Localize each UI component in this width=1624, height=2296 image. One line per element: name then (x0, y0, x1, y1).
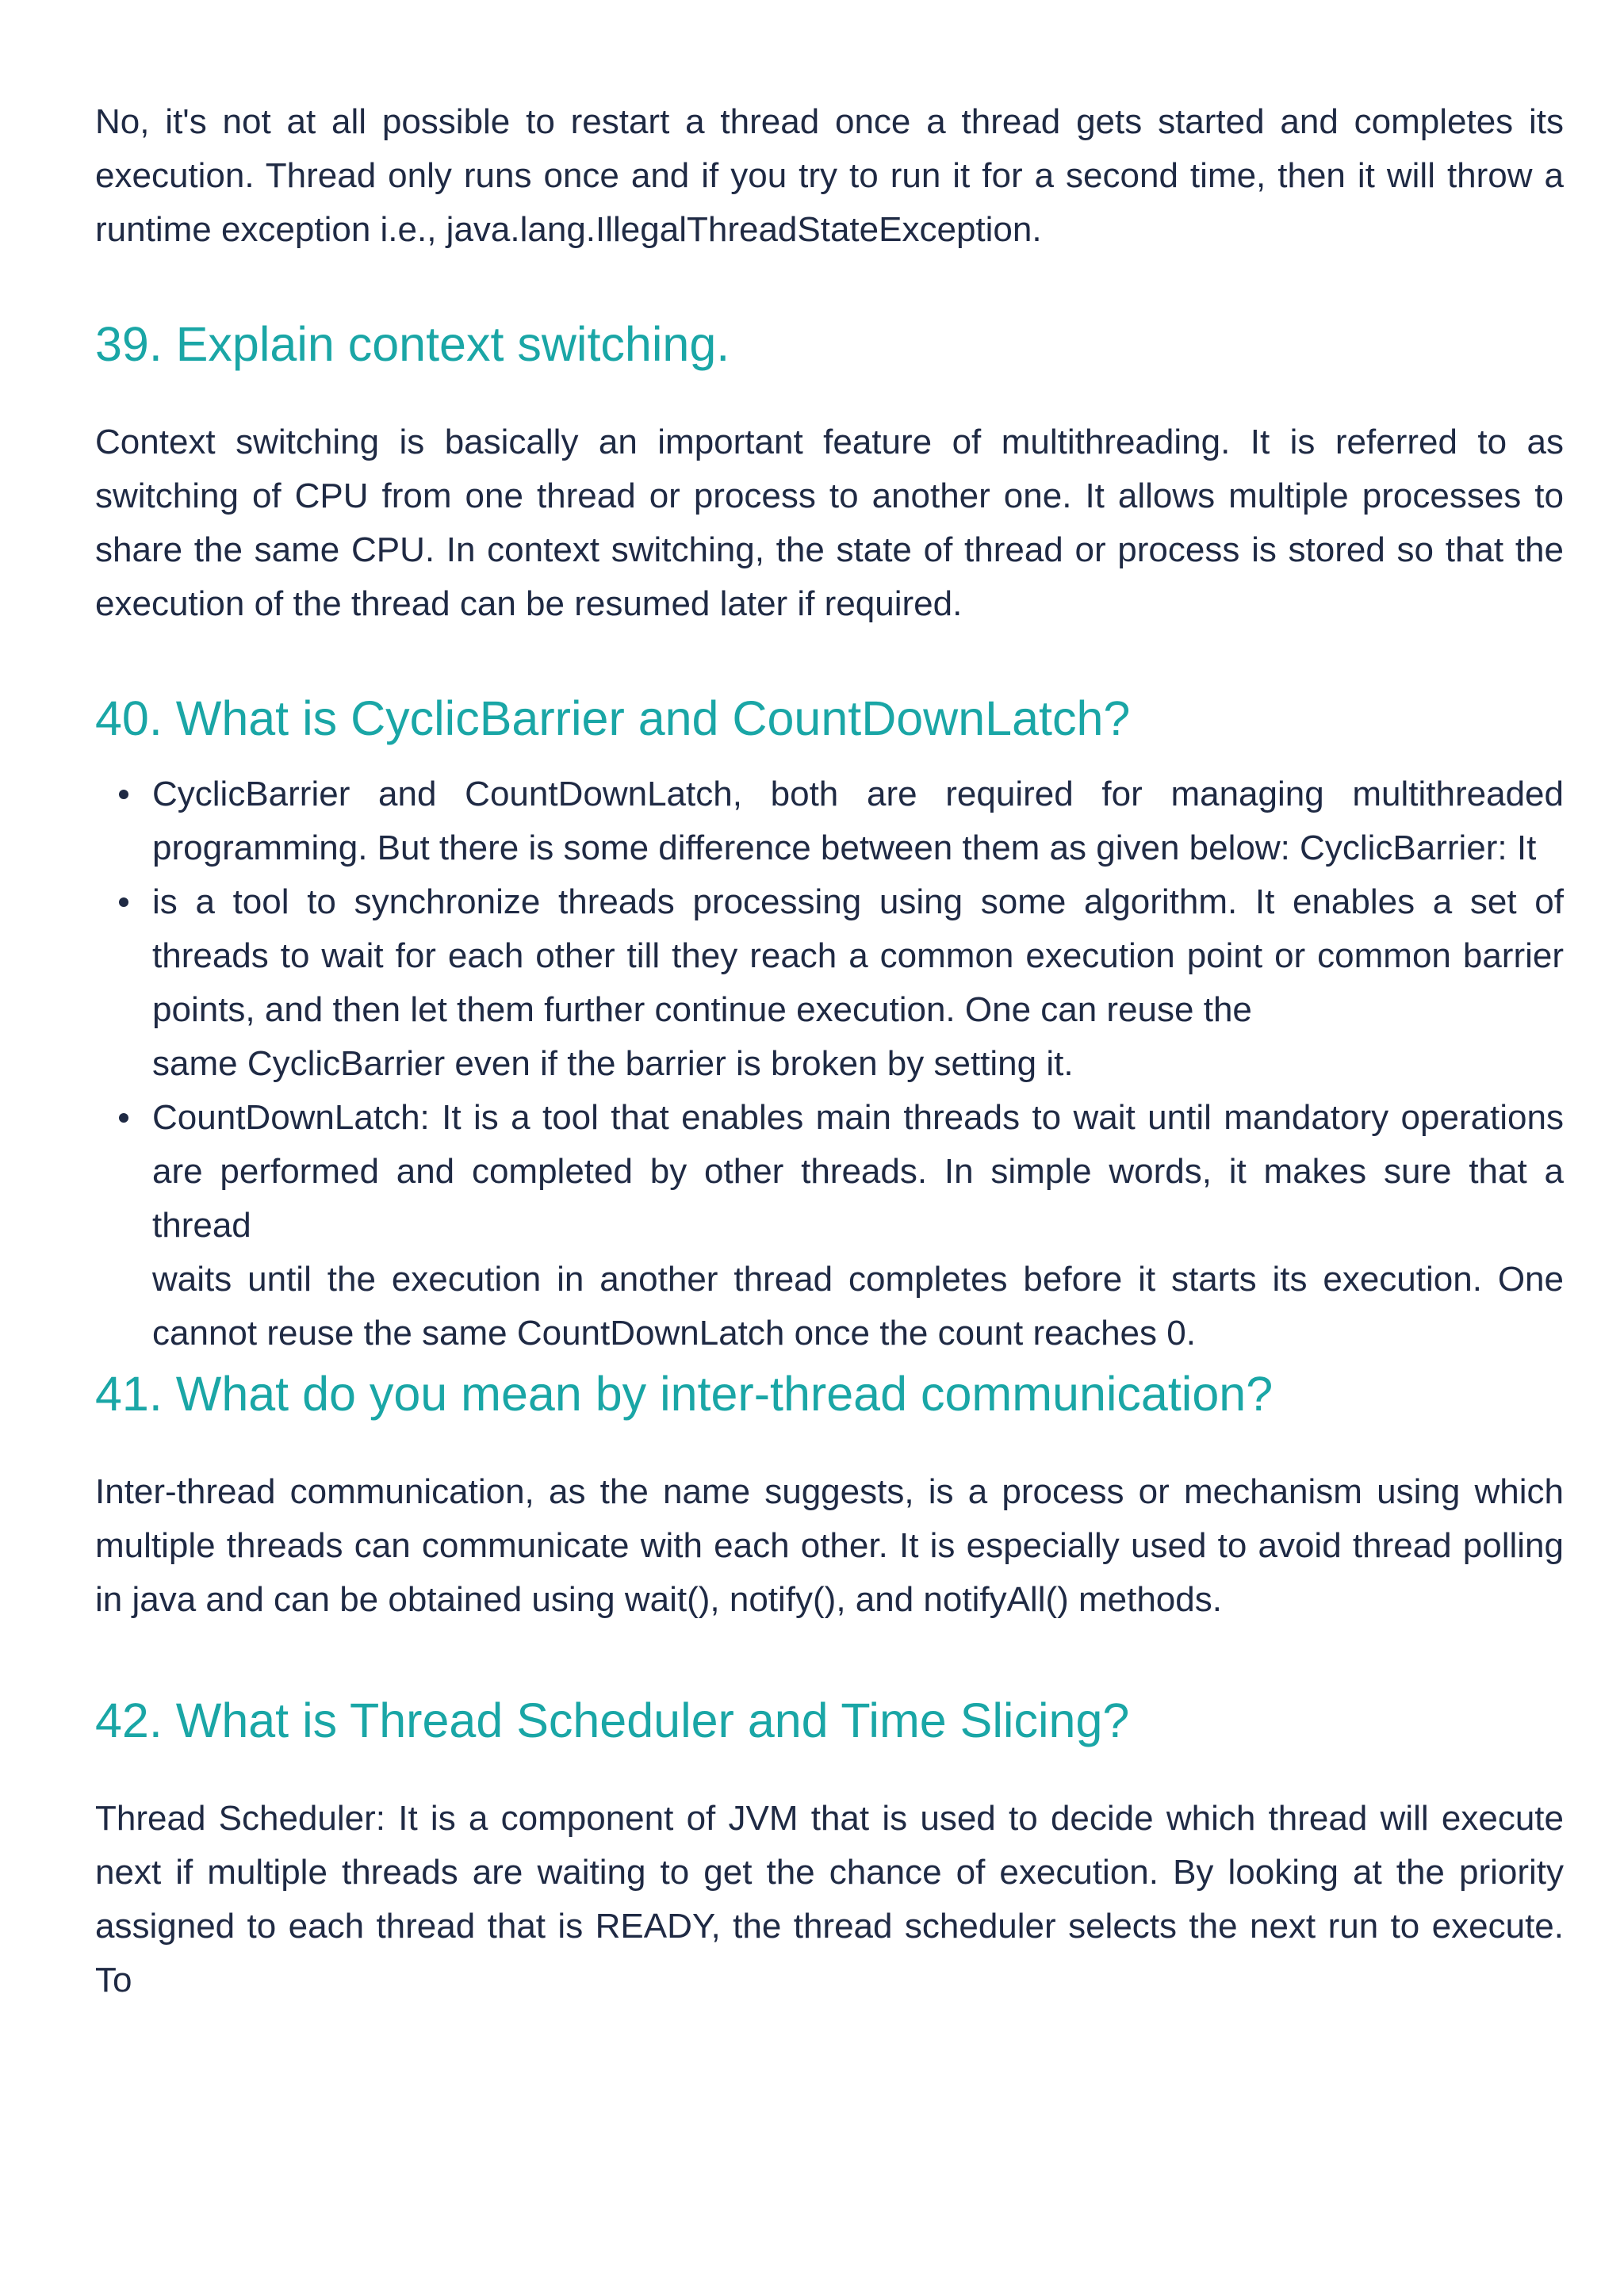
list-item (152, 1091, 1564, 1253)
list-item-text: CyclicBarrier and CountDownLatch, both are required for managing multithreaded programming. But there is some difference between them as given below: CyclicBarrier: It (152, 775, 1564, 867)
heading-q41: 41. What do you mean by inter-thread communication? (95, 1367, 1274, 1421)
heading-q39: 39. Explain context switching. (95, 317, 730, 371)
list-continuation-text: same CyclicBarrier even if the barrier is broken by setting it. (152, 1044, 1074, 1083)
list-item (152, 767, 1564, 875)
bullet-dot-icon (119, 1113, 128, 1123)
paragraph-q41: Inter-thread communication, as the name suggests, is a process or mechanism using which multiple threads can communicate with each other. It is especially used to avoid thread polling in java and can be obtained using wait(), notify(), and notifyAll() methods. (95, 1472, 1564, 1619)
list-item (152, 875, 1564, 1037)
intro-paragraph: No, it's not at all possible to restart a thread once a thread gets started and completes its execution. Thread only runs once and if you try to run it for a second time, then it will throw a runtime exception i.e., java.lang.IllegalThreadStateException. (95, 102, 1564, 249)
bullet-list-q40 (95, 767, 1564, 1037)
bullet-dot-icon (119, 897, 128, 907)
document-page (95, 95, 1564, 2007)
bullet-dot-icon (119, 790, 128, 799)
list-item-text: is a tool to synchronize threads processing using some algorithm. It enables a set of threads to wait for each other till they reach a common execution point or common barrier points, and then let them further continue execution. One can reuse the (152, 882, 1564, 1029)
list-item-text: CountDownLatch: It is a tool that enables main threads to wait until mandatory operations are performed and completed by other threads. In simple words, it makes sure that a thread (152, 1098, 1564, 1245)
bullet-list-q40-cont (95, 1091, 1564, 1253)
list-continuation-text: waits until the execution in another thread completes before it starts its execution. One cannot reuse the same CountDownLatch once the count reaches 0. (152, 1260, 1564, 1353)
heading-q40: 40. What is CyclicBarrier and CountDownLatch? (95, 691, 1131, 745)
heading-q42: 42. What is Thread Scheduler and Time Slicing? (95, 1693, 1130, 1747)
paragraph-q39: Context switching is basically an important feature of multithreading. It is referred to as switching of CPU from one thread or process to another one. It allows multiple processes to share the same CPU. In context switching, the state of thread or process is stored so that the execution of the thread can be resumed later if required. (95, 423, 1564, 623)
paragraph-q42: Thread Scheduler: It is a component of JVM that is used to decide which thread will execute next if multiple threads are waiting to get the chance of execution. By looking at the priority assigned to each thread that is READY, the thread scheduler selects the next run to execute. To (95, 1799, 1564, 1999)
